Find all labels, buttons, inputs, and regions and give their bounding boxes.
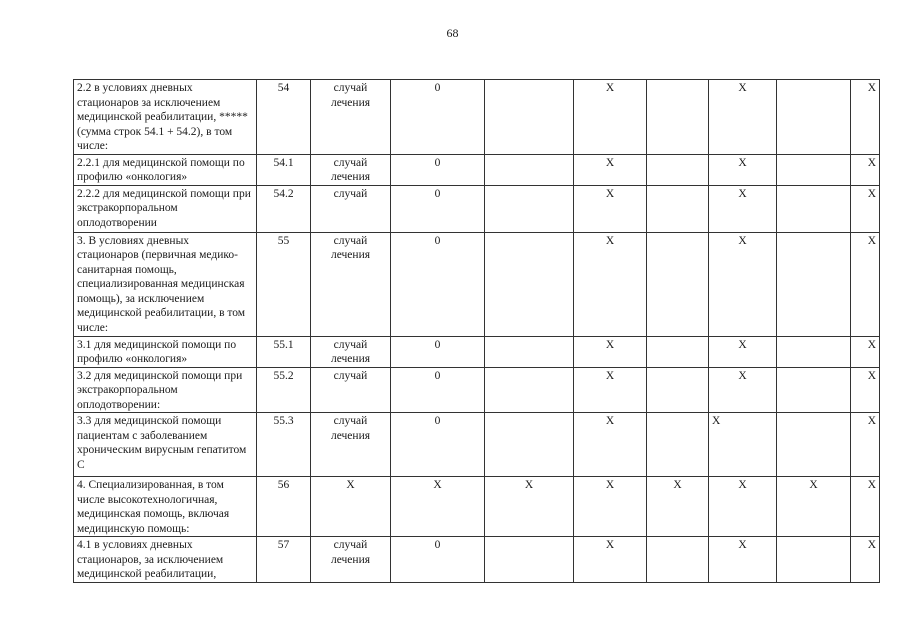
table-row <box>74 336 880 367</box>
value-cell: Х <box>851 537 880 583</box>
value-cell <box>485 537 574 583</box>
value-cell: 0 <box>391 413 485 477</box>
value-cell: Х <box>851 185 880 232</box>
row-code: 54 <box>257 80 311 155</box>
value-cell <box>485 80 574 155</box>
table-row <box>74 537 880 583</box>
row-code: 55.1 <box>257 336 311 367</box>
value-cell: Х <box>574 477 647 537</box>
value-cell: Х <box>574 537 647 583</box>
row-unit: случай лечения <box>311 232 391 336</box>
row-name: 3.2 для медицинской помощи при экстракорпоральном оплодотворении: <box>74 367 257 413</box>
value-cell: Х <box>709 537 777 583</box>
value-cell: Х <box>574 185 647 232</box>
row-code: 55.2 <box>257 367 311 413</box>
value-cell: Х <box>851 477 880 537</box>
row-unit: случай лечения <box>311 336 391 367</box>
row-name: 3.1 для медицинской помощи по профилю «онкология» <box>74 336 257 367</box>
row-unit: случай лечения <box>311 413 391 477</box>
value-cell <box>777 413 851 477</box>
value-cell <box>647 185 709 232</box>
value-cell: Х <box>647 477 709 537</box>
statistics-table <box>73 79 880 583</box>
value-cell: Х <box>851 154 880 185</box>
value-cell <box>485 367 574 413</box>
value-cell: Х <box>709 413 777 477</box>
value-cell: 0 <box>391 185 485 232</box>
row-name: 4.1 в условиях дневных стационаров, за исключением медицинской реабилитации, <box>74 537 257 583</box>
row-code: 57 <box>257 537 311 583</box>
value-cell <box>777 80 851 155</box>
table-row <box>74 80 880 155</box>
table-row <box>74 413 880 477</box>
value-cell: Х <box>777 477 851 537</box>
value-cell: Х <box>574 80 647 155</box>
row-unit: случай лечения <box>311 154 391 185</box>
value-cell: Х <box>709 185 777 232</box>
value-cell: Х <box>851 336 880 367</box>
value-cell <box>777 537 851 583</box>
page-number: 68 <box>446 26 459 40</box>
value-cell <box>647 537 709 583</box>
row-code: 55 <box>257 232 311 336</box>
value-cell <box>777 185 851 232</box>
value-cell <box>647 367 709 413</box>
value-cell: Х <box>709 336 777 367</box>
row-code: 54.2 <box>257 185 311 232</box>
row-name: 3.3 для медицинской помощи пациентам с заболеванием хроническим вирусным гепатитом С <box>74 413 257 477</box>
value-cell: 0 <box>391 367 485 413</box>
value-cell <box>485 154 574 185</box>
value-cell <box>777 154 851 185</box>
table-row <box>74 367 880 413</box>
row-name: 2.2 в условиях дневных стационаров за исключением медицинской реабилитации, ***** (сумма строк 54.1 + 54.2), в том числе: <box>74 80 257 155</box>
value-cell <box>647 232 709 336</box>
value-cell: Х <box>574 336 647 367</box>
value-cell: 0 <box>391 154 485 185</box>
value-cell <box>485 336 574 367</box>
value-cell: Х <box>709 154 777 185</box>
value-cell: Х <box>485 477 574 537</box>
value-cell: Х <box>709 80 777 155</box>
row-unit: случай <box>311 367 391 413</box>
row-code: 56 <box>257 477 311 537</box>
value-cell: Х <box>709 367 777 413</box>
value-cell <box>647 336 709 367</box>
table-row <box>74 232 880 336</box>
table-row <box>74 477 880 537</box>
row-unit: Х <box>311 477 391 537</box>
value-cell: Х <box>391 477 485 537</box>
value-cell: Х <box>709 477 777 537</box>
row-unit: случай лечения <box>311 80 391 155</box>
row-name: 2.2.2 для медицинской помощи при экстракорпоральном оплодотворении <box>74 185 257 232</box>
row-code: 55.3 <box>257 413 311 477</box>
value-cell <box>485 232 574 336</box>
row-name: 3. В условиях дневных стационаров (первичная медико-санитарная помощь, специализированная медицинская помощь), за исключением медицинской реабилитации, в том числе: <box>74 232 257 336</box>
value-cell <box>485 185 574 232</box>
value-cell <box>485 413 574 477</box>
value-cell: 0 <box>391 336 485 367</box>
value-cell: 0 <box>391 80 485 155</box>
value-cell: 0 <box>391 537 485 583</box>
value-cell: Х <box>574 367 647 413</box>
value-cell: Х <box>574 232 647 336</box>
row-code: 54.1 <box>257 154 311 185</box>
value-cell <box>647 80 709 155</box>
row-name: 2.2.1 для медицинской помощи по профилю «онкология» <box>74 154 257 185</box>
value-cell <box>777 336 851 367</box>
value-cell: Х <box>851 232 880 336</box>
value-cell: 0 <box>391 232 485 336</box>
value-cell: Х <box>851 80 880 155</box>
value-cell: Х <box>851 413 880 477</box>
row-unit: случай лечения <box>311 537 391 583</box>
value-cell: Х <box>851 367 880 413</box>
value-cell: Х <box>574 413 647 477</box>
value-cell <box>647 413 709 477</box>
value-cell: Х <box>709 232 777 336</box>
table-row <box>74 185 880 232</box>
row-name: 4. Специализированная, в том числе высокотехнологичная, медицинская помощь, включая медицинскую помощь: <box>74 477 257 537</box>
row-unit: случай <box>311 185 391 232</box>
table-row <box>74 154 880 185</box>
value-cell <box>777 367 851 413</box>
value-cell <box>647 154 709 185</box>
value-cell <box>777 232 851 336</box>
value-cell: Х <box>574 154 647 185</box>
